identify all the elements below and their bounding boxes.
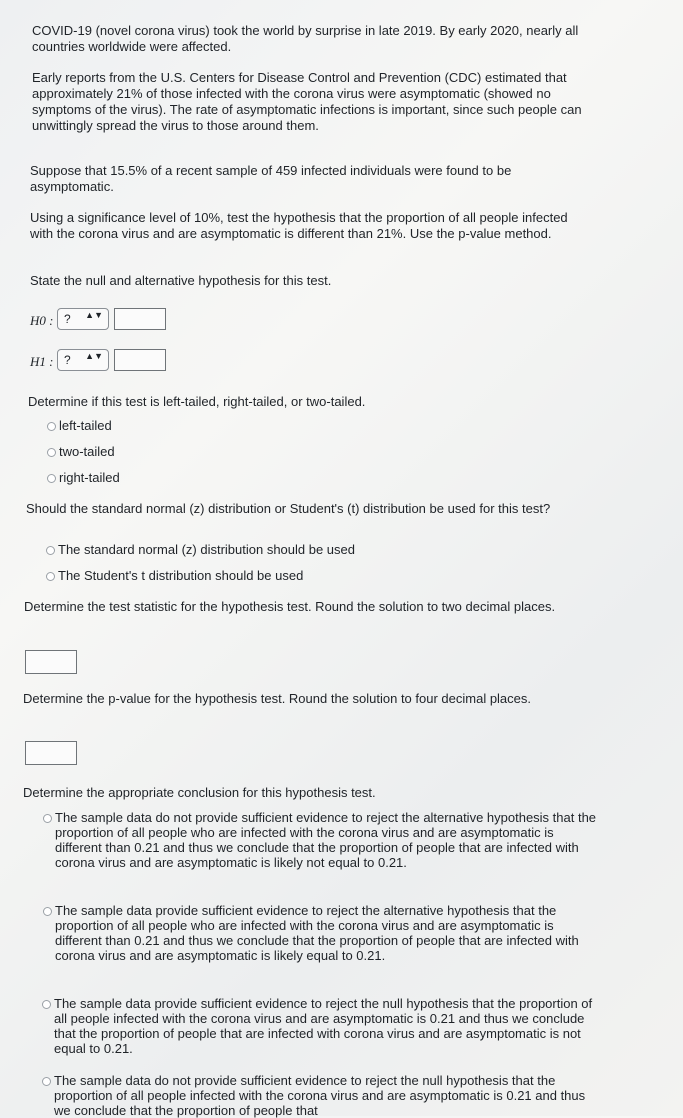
intro-paragraph-1: COVID-19 (novel corona virus) took the world by surprise in late 2019. By early 2020, nearly all countries worldwide were affected.	[32, 23, 579, 54]
conclusion-option-label: The sample data do not provide sufficient evidence to reject the null hypothesis that the proportion of all people infected with the corona virus and are asymptomatic is 0.21 and thus we conclude that the proportion of people that	[54, 1073, 586, 1118]
radio-button[interactable]	[43, 814, 52, 823]
radio-button[interactable]	[46, 546, 55, 555]
radio-button[interactable]	[47, 422, 56, 431]
intro-paragraph-4: Using a significance level of 10%, test the hypothesis that the proportion of all people infected with the corona virus and are asymptomatic is different than 21%. Use the p-value method.	[30, 210, 568, 241]
intro-paragraph-2: Early reports from the U.S. Centers for Disease Control and Prevention (CDC) estimated that approximately 21% of those infected with the corona virus were asymptomatic (showed no symptoms of the virus). The rate of asymptomatic infections is important, since such people can unwittingly spread the virus to those around them.	[32, 70, 582, 133]
conclusion-option-label: The sample data provide sufficient evidence to reject the alternative hypothesis that the proportion of all people who are infected with the corona virus and are asymptomatic is different than 0.21 and thus we conclude that the proportion of people that are infected with corona virus and are asymptomatic is likely equal to 0.21.	[55, 903, 579, 963]
conclusion-prompt: Determine the appropriate conclusion for this hypothesis test.	[23, 785, 376, 800]
h0-label: H0 :	[30, 313, 54, 328]
intro-paragraph-3: Suppose that 15.5% of a recent sample of 459 infected individuals were found to be asymptomatic.	[30, 163, 512, 194]
conclusion-option-3[interactable]	[42, 996, 604, 1056]
test-statistic-input[interactable]	[25, 650, 77, 674]
radio-button[interactable]	[42, 1077, 51, 1086]
p-value-input[interactable]	[25, 741, 77, 765]
tail-option-right[interactable]	[47, 470, 120, 485]
conclusion-option-label: The sample data provide sufficient evidence to reject the null hypothesis that the proportion of all people infected with the corona virus and are asymptomatic is 0.21 and thus we conclude that the proportion of people that are infected with corona virus and are asymptomatic is not equal to 0.21.	[54, 996, 593, 1056]
p-value-prompt: Determine the p-value for the hypothesis test. Round the solution to four decimal places.	[23, 691, 532, 706]
h1-value-input[interactable]	[114, 349, 166, 371]
tail-option-label: left-tailed	[59, 418, 112, 433]
distribution-option-label: The Student's t distribution should be used	[58, 568, 304, 583]
radio-button[interactable]	[42, 1000, 51, 1009]
distribution-option-z[interactable]	[46, 542, 355, 557]
h1-select-value: ?	[64, 353, 71, 367]
h1-label: H1 :	[30, 354, 54, 369]
h1-operator-select[interactable]	[57, 349, 109, 371]
radio-button[interactable]	[47, 474, 56, 483]
conclusion-option-2[interactable]	[43, 903, 603, 963]
h0-operator-select[interactable]	[57, 308, 109, 330]
conclusion-option-label: The sample data do not provide sufficient evidence to reject the alternative hypothesis that the proportion of all people who are infected with the corona virus and are asymptomatic is different than 0.21 and thus we conclude that the proportion of people that are infected with corona virus and are asymptomatic is likely not equal to 0.21.	[55, 810, 597, 870]
hypothesis-prompt: State the null and alternative hypothesis for this test.	[30, 273, 332, 288]
distribution-option-label: The standard normal (z) distribution should be used	[58, 542, 355, 557]
radio-button[interactable]	[47, 448, 56, 457]
select-arrows-icon: ▲▼	[85, 351, 103, 361]
tail-option-two[interactable]	[47, 444, 115, 459]
select-arrows-icon: ▲▼	[85, 310, 103, 320]
tail-option-left[interactable]	[47, 418, 112, 433]
radio-button[interactable]	[43, 907, 52, 916]
h0-select-value: ?	[64, 312, 71, 326]
conclusion-option-1[interactable]	[43, 810, 603, 870]
h0-value-input[interactable]	[114, 308, 166, 330]
tail-option-label: right-tailed	[59, 470, 120, 485]
radio-button[interactable]	[46, 572, 55, 581]
test-statistic-prompt: Determine the test statistic for the hypothesis test. Round the solution to two decimal places.	[24, 599, 556, 614]
distribution-prompt: Should the standard normal (z) distribution or Student's (t) distribution be used for this test?	[26, 501, 551, 516]
distribution-option-t[interactable]	[46, 568, 303, 583]
tail-prompt: Determine if this test is left-tailed, right-tailed, or two-tailed.	[28, 394, 366, 409]
conclusion-option-4[interactable]	[42, 1073, 604, 1118]
tail-option-label: two-tailed	[59, 444, 115, 459]
